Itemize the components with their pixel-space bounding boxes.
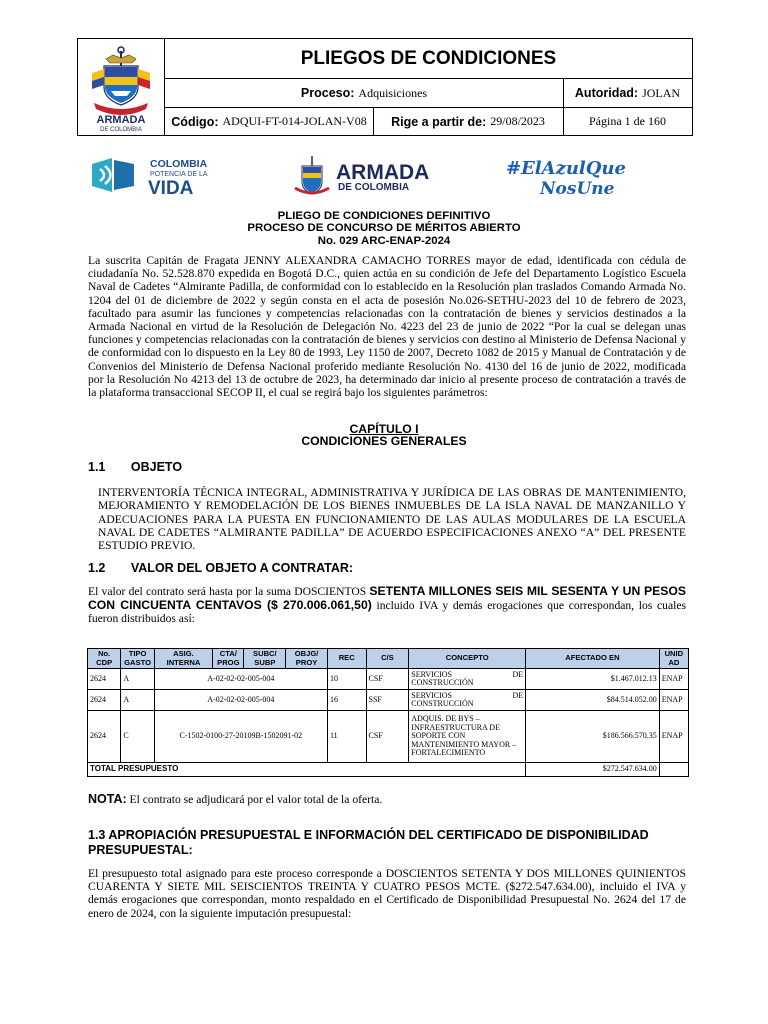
total-row	[88, 763, 689, 777]
cell-valor: $186.566.570.35	[526, 711, 660, 763]
cell-valor: $1.467.012.13	[526, 669, 660, 690]
codigo-label: Código:	[171, 114, 219, 129]
proceso-value: Adquisiciones	[358, 85, 428, 100]
section-number: 1.2	[88, 561, 106, 575]
chapter-number: CAPÍTULO I	[349, 422, 419, 436]
nota-label: NOTA:	[88, 792, 127, 806]
objeto-paragraph: INTERVENTORÍA TÉCNICA INTEGRAL, ADMINISTRATIVA Y JURÍDICA DE LAS OBRAS DE MANTENIMIENTO, MEJORAMIENTO Y REMODELACIÓN DE LOS BIENES INMUEBLES DE LA ISLA NAVAL DE MANZANILLO Y ADECUACIONES PARA LA PUESTA EN FUNCIONAMIENTO DE LAS AULAS MODULARES DE LA ESCUELA NAVAL DE CADETES “ALMIRANTE PADILLA” DE ACUERDO ESPECIFICACIONES ANEXO “A” DEL PRESENTE ESTUDIO PREVIO.	[98, 486, 686, 553]
svg-text:DE COLOMBIA: DE COLOMBIA	[338, 182, 410, 193]
svg-text:DE COLOMBIA: DE COLOMBIA	[100, 127, 142, 133]
institutional-logos	[90, 152, 660, 200]
section-title: VALOR DEL OBJETO A CONTRATAR:	[130, 561, 354, 575]
section-number: 1.1	[88, 460, 106, 474]
cell-cdp: 2624	[88, 711, 121, 763]
intro-paragraph: La suscrita Capitán de Fragata JENNY ALEXANDRA CAMACHO TORRES mayor de edad, identificada con cédula de ciudadanía No. 52.528.870 expedida en Bogotá D.C., quien actúa en su condición de Jefe del Departamento Logístico Escuela Naval de Cadetes “Almirante Padilla, de conformidad con lo establecido en la Resolución plan traslados Comando Armada No. 1204 del 01 de diciembre de 2022 y según consta en el acta de posesión No.026-SETHU-2023 del 10 de febrero de 2023, facultado para asumir las funciones y competencias relacionadas con la contratación de bienes y servicios destinados a la Armada Nacional en virtud de la Resolución de Delegación No. 4223 del 23 de junio de 2022 “Por la cual se delegan unas funciones y competencias relacionadas con la contratación de bienes y servicios con destino al Ministerio de Defensa Nacional y de conformidad con lo dispuesto en la Ley 80 de 1993, Ley 1150 de 2007, Decreto 1082 de 2015 y Manual de Contratación y de Convenios del Ministerio de Defensa Nacional proferido mediante Resolución No. 4130 del 16 de junio de 2022, modificada por la Resolución No 4213 del 13 de octubre de 2023, ha determinado dar inicio al presente proceso de contratación a través de la plataforma transaccional SECOP II, el cual se regirá bajo los siguientes parámetros:	[88, 254, 686, 400]
section-1-3-heading: 1.3 APROPIACIÓN PRESUPUESTAL E INFORMACIÓN DEL CERTIFICADO DE DISPONIBILIDAD PRESUPUESTAL:	[88, 828, 649, 857]
rige-cell	[373, 108, 563, 135]
cell-tipo: A	[121, 669, 154, 690]
cell-rec: 10	[327, 669, 366, 690]
armada-crest-logo	[78, 39, 165, 135]
svg-text:NosUne: NosUne	[540, 179, 615, 199]
col-header: TIPO GASTO	[121, 649, 154, 669]
cell-rubro: A-02-02-02-005-004	[154, 690, 327, 711]
valor-amount: SETENTA MILLONES SEIS MIL SESENTA Y UN PESOS CON CINCUENTA CENTAVOS ($ 270.006.061,50)	[88, 584, 686, 612]
section-1-1-heading	[88, 460, 182, 474]
cell-rec: 16	[327, 690, 366, 711]
header-row-proceso	[165, 79, 692, 108]
el-azul-que-nos-une-logo	[506, 158, 626, 199]
col-header: CONCEPTO	[409, 649, 526, 669]
table-row	[88, 690, 689, 711]
nota-text: El contrato se adjudicará por el valor total de la oferta.	[126, 793, 383, 806]
svg-text:COLOMBIA: COLOMBIA	[150, 158, 208, 170]
nota-line	[88, 793, 686, 806]
autoridad-value: JOLAN	[642, 85, 681, 100]
cell-tipo: C	[121, 711, 154, 763]
col-header: AFECTADO EN	[526, 649, 660, 669]
chapter-title: CONDICIONES GENERALES	[301, 434, 467, 448]
budget-header-row	[88, 649, 689, 669]
proceso-cell	[165, 79, 563, 107]
valor-text-post: incluido IVA y demás erogaciones que correspondan, los cuales fueron distribuidos así:	[88, 598, 686, 626]
col-header: UNID AD	[659, 649, 688, 669]
svg-text:ARMADA: ARMADA	[96, 114, 146, 126]
colombia-potencia-vida-logo	[92, 158, 208, 199]
budget-table	[87, 648, 689, 777]
section-1-2-heading	[88, 561, 353, 575]
table-row	[88, 711, 689, 763]
table-row	[88, 669, 689, 690]
svg-text:#ElAzulQue: #ElAzulQue	[506, 158, 626, 179]
armada-de-colombia-logo	[295, 156, 429, 194]
header-row-codigo	[165, 108, 692, 135]
total-value: $272.547.634.00	[526, 763, 660, 777]
codigo-cell	[165, 108, 373, 135]
valor-paragraph	[88, 585, 686, 626]
cell-concepto: SERVICIOS DE CONSTRUCCIÓN	[409, 669, 526, 690]
total-empty-cell	[659, 763, 688, 777]
svg-text:POTENCIA DE LA: POTENCIA DE LA	[150, 171, 208, 178]
cell-unidad: ENAP	[659, 690, 688, 711]
cell-cs: SSF	[366, 690, 409, 711]
cell-cdp: 2624	[88, 669, 121, 690]
autoridad-label: Autoridad:	[574, 86, 639, 100]
presupuesto-paragraph: El presupuesto total asignado para este proceso corresponde a DOSCIENTOS SETENTA Y DOS MILLONES QUINIENTOS CUARENTA Y SIETE MIL SEISCIENTOS TREINTA Y CUATRO PESOS MCTE. ($272.547.634.00), incluido el IVA y demás erogaciones que correspondan, monto respaldado en el Certificado de Disponibilidad Presupuestal No. 2624 del 17 de enero de 2024, con la siguiente imputación presupuestal:	[88, 867, 686, 920]
cell-valor: $84.514.052.00	[526, 690, 660, 711]
total-label: TOTAL PRESUPUESTO	[88, 763, 526, 777]
cell-unidad: ENAP	[659, 669, 688, 690]
svg-text:ARMADA: ARMADA	[336, 161, 430, 184]
cell-unidad: ENAP	[659, 711, 688, 763]
doc-title-line-1: PLIEGO DE CONDICIONES DEFINITIVO	[277, 210, 491, 222]
cell-rec: 11	[327, 711, 366, 763]
section-title: OBJETO	[130, 460, 183, 474]
autoridad-cell	[563, 79, 692, 107]
cell-concepto: ADQUIS. DE BYS – INFRAESTRUCTURA DE SOPORTE CON MANTENIMIENTO MAYOR – FORTALECIMIENTO	[409, 711, 526, 763]
rige-label: Rige a partir de:	[391, 114, 487, 129]
codigo-value: ADQUI-FT-014-JOLAN-V08	[222, 114, 367, 128]
col-header: OBJG/ PROY	[286, 649, 328, 669]
cell-cdp: 2624	[88, 690, 121, 711]
cell-cs: CSF	[366, 711, 409, 763]
rige-value: 29/08/2023	[490, 114, 545, 128]
cell-concepto: SERVICIOS DE CONSTRUCCIÓN	[409, 690, 526, 711]
doc-title-line-2: PROCESO DE CONCURSO DE MÉRITOS ABIERTO	[247, 222, 521, 234]
col-header: CTA/ PROG	[213, 649, 244, 669]
cell-tipo: A	[121, 690, 154, 711]
proceso-label: Proceso:	[300, 86, 355, 100]
document-header-table	[77, 38, 693, 136]
valor-text-pre: El valor del contrato será hasta por la suma DOSCIENTOS	[88, 585, 370, 598]
col-header: C/S	[366, 649, 409, 669]
col-header: SUBC/ SUBP	[244, 649, 286, 669]
doc-title-line-3: No. 029 ARC-ENAP-2024	[317, 235, 451, 247]
svg-text:VIDA: VIDA	[148, 178, 194, 199]
page-number: Página 1 de 160	[589, 114, 666, 128]
cell-cs: CSF	[366, 669, 409, 690]
col-header: ASIG. INTERNA	[154, 649, 212, 669]
cell-rubro: C-1502-0100-27-20109B-1502091-02	[154, 711, 327, 763]
document-title: PLIEGOS DE CONDICIONES	[165, 39, 692, 79]
cell-rubro: A-02-02-02-005-004	[154, 669, 327, 690]
col-header: REC	[327, 649, 366, 669]
col-header: No. CDP	[88, 649, 121, 669]
